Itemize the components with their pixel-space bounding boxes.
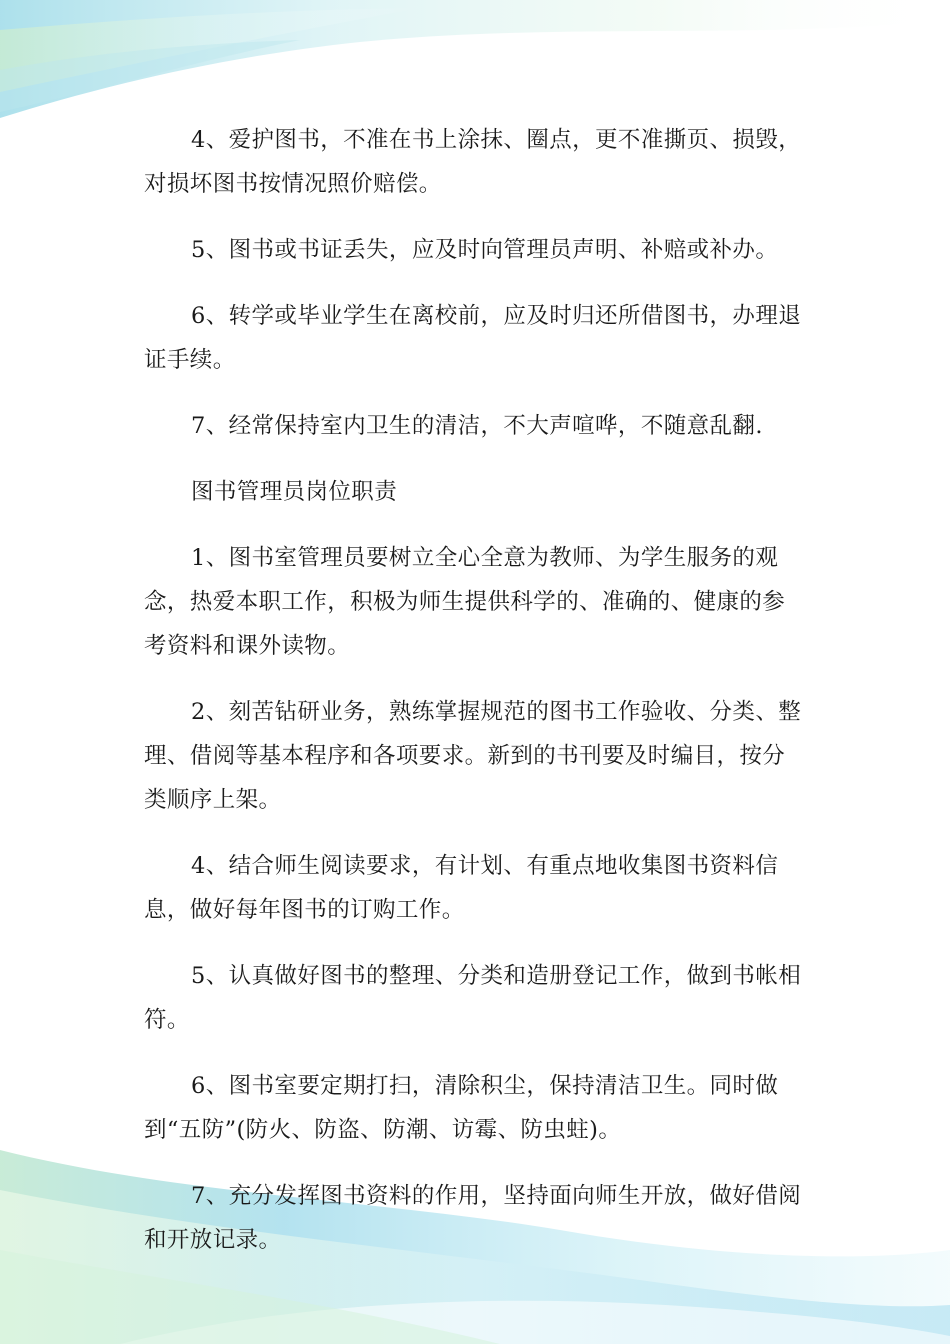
rule-item-6: 6、转学或毕业学生在离校前，应及时归还所借图书，办理退证手续。 — [144, 303, 802, 373]
rule-item-5: 5、图书或书证丢失，应及时向管理员声明、补赔或补办。 — [191, 237, 779, 263]
duty-item-7: 7、充分发挥图书资料的作用，坚持面向师生开放，做好借阅和开放记录。 — [144, 1183, 802, 1253]
duty-item-5: 5、认真做好图书的整理、分类和造册登记工作，做到书帐相符。 — [144, 963, 802, 1033]
duty-item-1: 1、图书室管理员要树立全心全意为教师、为学生服务的观念，热爱本职工作，积极为师生提供科学的、准确的、健康的参考资料和课外读物。 — [144, 545, 786, 659]
duty-item-6: 6、图书室要定期打扫，清除积尘，保持清洁卫生。同时做到“五防”(防火、防盗、防潮、访霉、防虫蛀)。 — [144, 1073, 779, 1143]
rule-item-7: 7、经常保持室内卫生的清洁，不大声喧哗，不随意乱翻. — [191, 413, 763, 439]
duty-item-2: 2、刻苦钻研业务，熟练掌握规范的图书工作验收、分类、整理、借阅等基本程序和各项要求。新到的书刊要及时编目，按分类顺序上架。 — [144, 699, 802, 813]
rule-item-4: 4、爱护图书，不准在书上涂抹、圈点，更不准撕页、损毁，对损坏图书按情况照价赔偿。 — [144, 127, 802, 197]
section-title: 图书管理员岗位职责 — [191, 479, 398, 505]
document-body — [144, 118, 808, 1262]
duty-item-4: 4、结合师生阅读要求，有计划、有重点地收集图书资料信息，做好每年图书的订购工作。 — [144, 853, 779, 923]
